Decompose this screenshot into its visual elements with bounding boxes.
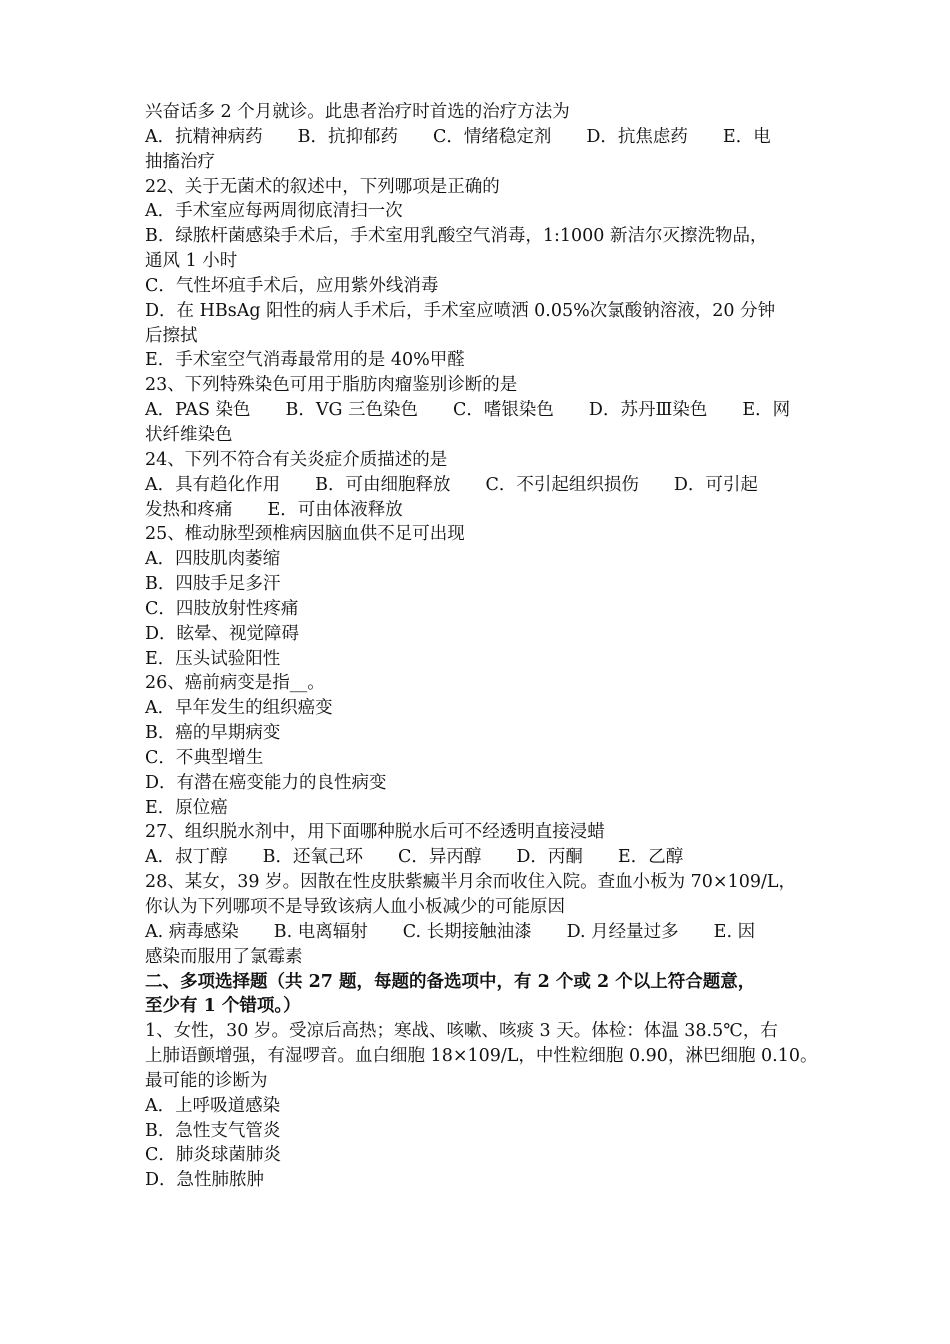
text-line: A．手术室应每两周彻底清扫一次 (145, 201, 403, 222)
text-line: 上肺语颤增强，有湿啰音。血白细胞 18×109/L，中性粒细胞 0.90，淋巴细胞 0.10。 (145, 1046, 818, 1067)
text-line: 27、组织脱水剂中，用下面哪种脱水后可不经透明直接浸蜡 (145, 822, 605, 843)
text-line: A．叔丁醇 B．还氧己环 C．异丙醇 D．丙酮 E．乙醇 (145, 847, 684, 868)
text-line: 28、某女，39 岁。因散在性皮肤紫癜半月余而收住入院。查血小板为 70×109/L， (145, 872, 797, 893)
text-line: A．抗精神病药 B．抗抑郁药 C．情绪稳定剂 D．抗焦虑药 E．电 (145, 126, 771, 147)
text-line: 1、女性，30 岁。受凉后高热；寒战、咳嗽、咳痰 3 天。体检：体温 38.5℃，右 (145, 1021, 778, 1042)
text-line: 兴奋话多 2 个月就诊。此患者治疗时首选的治疗方法为 (145, 102, 570, 122)
text-line: 23、下列特殊染色可用于脂肪肉瘤鉴别诊断的是 (145, 375, 518, 396)
text-line: 25、椎动脉型颈椎病因脑血供不足可出现 (145, 524, 465, 545)
text-line: A．PAS 染色 B．VG 三色染色 C．嗜银染色 D．苏丹Ⅲ染色 E．网 (145, 400, 791, 421)
text-line: A．上呼吸道感染 (145, 1095, 281, 1116)
text-line: 抽搐治疗 (145, 151, 215, 172)
text-line: 最可能的诊断为 (145, 1070, 268, 1091)
text-line: E．手术室空气消毒最常用的是 40%甲醛 (145, 350, 465, 371)
text-line: B．急性支气管炎 (145, 1120, 281, 1141)
text-line: 感染而服用了氯霉素 (145, 946, 303, 967)
text-line: D．眩晕、视觉障碍 (145, 623, 300, 644)
text-line: B．癌的早期病变 (145, 723, 281, 744)
text-line: C．不典型增生 (145, 747, 264, 768)
text-line: 通风 1 小时 (145, 251, 238, 272)
text-line: D．急性肺脓肿 (145, 1170, 265, 1191)
text-line: C．肺炎球菌肺炎 (145, 1145, 281, 1166)
text-line: B．绿脓杆菌感染手术后，手术室用乳酸空气消毒，1:1000 新洁尔灭擦洗物品， (145, 226, 768, 247)
text-line: 你认为下列哪项不是导致该病人血小板减少的可能原因 (145, 897, 565, 917)
text-line: E．原位癌 (145, 797, 228, 818)
text-line: 26、癌前病变是指__。 (145, 673, 325, 694)
text-line: 22、关于无菌术的叙述中，下列哪项是正确的 (145, 176, 500, 197)
text-line: B．四肢手足多汗 (145, 574, 281, 595)
text-line: A. 病毒感染 B. 电离辐射 C. 长期接触油漆 D. 月经量过多 E. 因 (145, 921, 756, 942)
text-line: D．有潜在癌变能力的良性病变 (145, 772, 387, 793)
section-heading-line: 至少有 1 个错项。） (145, 996, 301, 1017)
text-line: A．早年发生的组织癌变 (145, 698, 333, 719)
text-line: E．压头试验阳性 (145, 648, 281, 669)
text-line: D．在 HBsAg 阳性的病人手术后，手术室应喷洒 0.05%次氯酸钠溶液，20 分钟 (145, 300, 776, 321)
text-line: C．四肢放射性疼痛 (145, 598, 299, 619)
text-line: 后擦拭 (145, 325, 198, 346)
text-line: C．气性坏疽手术后，应用紫外线消毒 (145, 275, 439, 296)
text-line: 24、下列不符合有关炎症介质描述的是 (145, 449, 448, 470)
text-line: 发热和疼痛 E．可由体液释放 (145, 499, 403, 520)
text-line: 状纤维染色 (145, 424, 233, 445)
section-heading-line: 二、多项选择题（共 27 题，每题的备选项中，有 2 个或 2 个以上符合题意， (145, 971, 756, 992)
text-line: A．四肢肌肉萎缩 (145, 549, 281, 570)
document-page (145, 100, 818, 1193)
text-line: A．具有趋化作用 B．可由细胞释放 C．不引起组织损伤 D．可引起 (145, 474, 758, 495)
